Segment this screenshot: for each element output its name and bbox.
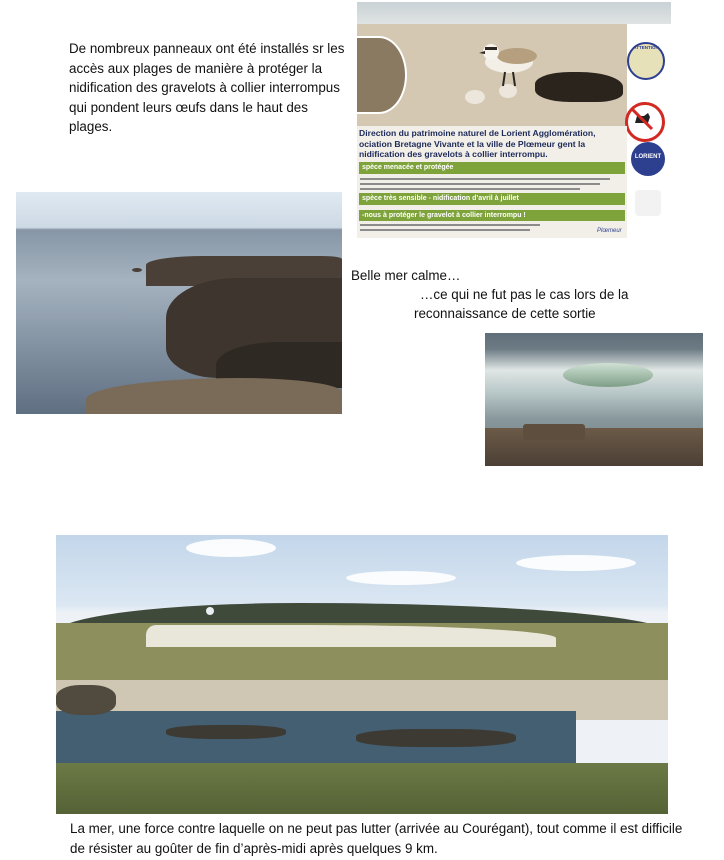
calm-sea-photo bbox=[16, 192, 342, 414]
rough-sea-photo bbox=[485, 333, 703, 466]
lorient-logo bbox=[631, 142, 665, 176]
no-dogs-icon bbox=[625, 102, 665, 142]
plover-protection-poster-photo bbox=[357, 2, 671, 238]
poster-band-1: spèce menacée et protégée bbox=[359, 162, 625, 174]
rough-sea-text-1: …ce qui ne fut pas le cas lors de la bbox=[420, 287, 629, 302]
caption-text: La mer, une force contre laquelle on ne peut pas lutter (arrivée au Courégant), tout comme il est difficile de résister au goûter de fin d’après-midi après quelques 9 km. bbox=[70, 821, 683, 856]
poster-band-2: spèce très sensible - nidification d’avril à juillet bbox=[359, 193, 625, 205]
attention-badge-label: ATTENTION bbox=[633, 45, 659, 50]
ploemeur-label: Plœmeur bbox=[597, 228, 622, 234]
boulder bbox=[523, 424, 585, 440]
coregant-beach-photo bbox=[56, 535, 668, 814]
foreground-rocks bbox=[485, 428, 703, 466]
breaking-wave bbox=[563, 363, 653, 387]
poster-seaweed bbox=[535, 72, 623, 102]
attention-badge-icon bbox=[627, 42, 665, 80]
cloud bbox=[516, 555, 636, 571]
lorient-logo-label: LORIENT bbox=[634, 154, 662, 160]
intro-text: De nombreux panneaux ont été installés sr les accès aux plages de manière à protéger la nidification des gravelots à collier interrompus qui pondent leurs œufs dans le haut des plages. bbox=[69, 41, 345, 134]
cloud bbox=[186, 539, 276, 557]
poster-fine-print bbox=[360, 224, 540, 226]
water-tower bbox=[206, 607, 214, 615]
rough-sea-text-2: reconnaissance de cette sortie bbox=[414, 306, 596, 321]
rock bbox=[86, 378, 342, 414]
calm-sea-text: Belle mer calme… bbox=[351, 268, 461, 283]
foreground-grass bbox=[56, 763, 668, 814]
poster-fine-print bbox=[360, 188, 580, 190]
poster-fine-print bbox=[360, 178, 610, 180]
poster-band-3: -nous à protéger le gravelot à collier interrompu ! bbox=[359, 210, 625, 221]
cloud bbox=[346, 571, 456, 585]
rock bbox=[356, 729, 516, 747]
poster-sky bbox=[357, 2, 671, 24]
plover-bird-icon bbox=[475, 36, 545, 88]
rock bbox=[166, 725, 286, 739]
poster-heading: Direction du patrimoine naturel de Lorient Agglomération, ociation Bretagne Vivante et la ville de Plœmeur gent la nidification des gravelots à collier interrompu. bbox=[359, 128, 596, 159]
poster-fine-print bbox=[360, 229, 530, 231]
rock bbox=[56, 685, 116, 715]
rock bbox=[132, 268, 142, 272]
pebble bbox=[465, 90, 485, 104]
ploemeur-seal-icon bbox=[635, 190, 661, 216]
poster-fine-print bbox=[360, 183, 600, 185]
